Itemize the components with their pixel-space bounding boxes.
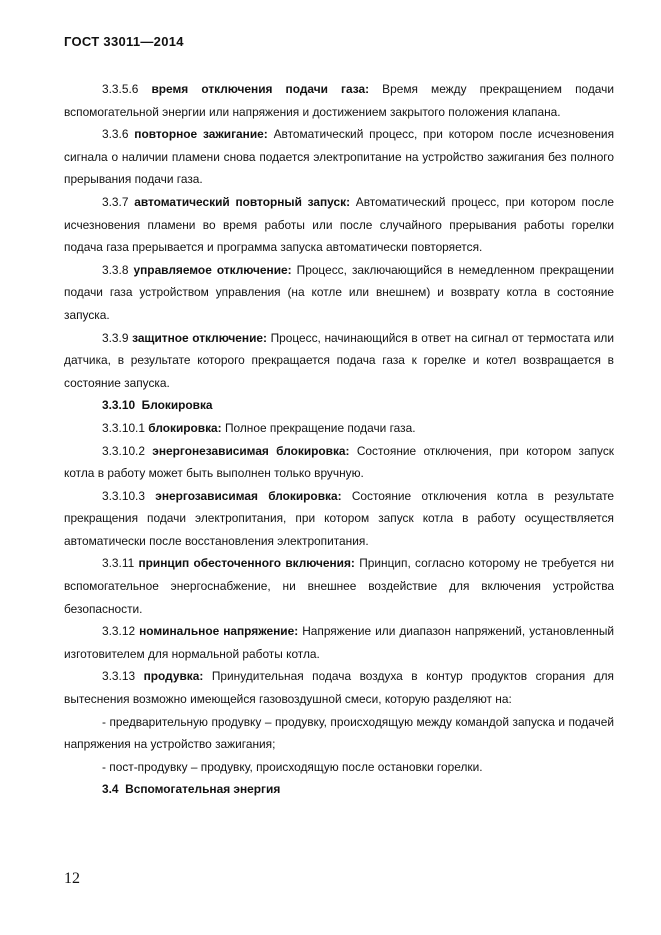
term: время отключения подачи газа: [151,82,370,96]
section-number: 3.4 [102,782,119,797]
definition-paragraph [64,552,614,620]
list-item: - пост-продувку – продувку, происходящую после остановки горелки. [102,759,483,774]
term: повторное зажигание: [134,127,268,142]
clause-number: 3.3.6 [102,127,129,142]
definition-text: Процесс, заключающийся в немедленном прекращении подачи газа устройством управления (на котле или внешнем) и возврату котла в состояние запуска. [64,262,614,322]
clause-number: 3.3.10.3 [102,488,145,503]
definition-paragraph [64,620,614,665]
term: энергонезависимая блокировка: [152,443,350,458]
section-number: 3.3.10 [102,398,136,413]
document-body [64,78,614,801]
term: энергозависимая блокировка: [155,488,342,503]
term: управляемое отключение: [133,262,292,277]
list-item: - предварительную продувку – продувку, происходящую между командой запуска и подачей напряжения на устройство зажигания; [64,714,614,752]
definition-paragraph [64,440,614,485]
definition-paragraph [64,123,614,191]
definition-text: Принцип, согласно которому не требуется ни вспомогательное энергоснабжение, ни внешнее воздействие для включения устройства безопасности. [64,556,614,616]
definition-paragraph [64,78,614,123]
clause-number: 3.3.12 [102,624,136,639]
term: продувка: [143,669,204,684]
clause-number: 3.3.10.2 [102,443,145,458]
section-title: Блокировка [141,398,213,413]
clause-number: 3.3.8 [102,262,129,277]
term: автоматический повторный запуск: [134,194,351,209]
definition-text: Процесс, начинающийся в ответ на сигнал от термостата или датчика, в результате которого прекращается подача газа к горелке и котел возвращается в состояние запуска. [64,330,614,390]
term: защитное отключение: [132,330,267,345]
definition-text: Автоматический процесс, при котором после исчезновения сигнала о наличии пламени снова подается электропитание на устройство зажигания без полного прерывания подачи газа. [64,127,615,187]
definition-paragraph [64,191,614,259]
clause-number: 3.3.5.6 [102,82,139,96]
definition-text: Состояние отключения котла в результате прекращения подачи электропитания, при котором запуск котла в работу осуществляется автоматически после восстановления электропитания. [64,488,614,548]
definition-paragraph [64,665,614,710]
clause-number: 3.3.11 [102,556,135,571]
definition-text: Время между прекращением подачи вспомогательной энергии или напряжения и достижением закрытого положения клапана. [64,82,614,119]
term: блокировка: [148,420,222,435]
page-number: 12 [64,870,80,887]
definition-paragraph [64,327,614,395]
clause-number: 3.3.9 [102,330,129,345]
definition-paragraph [64,485,614,553]
definition-text: Принудительная подача воздуха в контур продуктов сгорания для вытеснения возможно имеющейся газовоздушной смеси, которую разделяют на: [64,669,614,707]
clause-number: 3.3.13 [102,669,136,684]
definition-text: Автоматический процесс, при котором после исчезновения пламени во время работы или после случайного прерывания работы горелки подача газа прерывается и программа запуска автоматически повторяется. [64,194,614,255]
definition-text: Полное прекращение подачи газа. [224,420,416,435]
section-heading [64,394,614,417]
document-header: ГОСТ 33011—2014 [64,34,184,49]
definition-paragraph [64,259,614,327]
definition-text: Состояние отключения, при котором запуск котла в работу может быть выполнен только вручную. [64,443,615,481]
definition-paragraph [64,417,614,440]
definition-text: Напряжение или диапазон напряжений, установленный изготовителем для нормальной работы котла. [64,624,615,661]
clause-number: 3.3.10.1 [102,420,145,435]
term: номинальное напряжение: [139,624,299,639]
clause-number: 3.3.7 [102,194,129,209]
section-heading [64,778,614,801]
section-title: Вспомогательная энергия [125,782,281,797]
term: принцип обесточенного включения: [138,556,355,571]
